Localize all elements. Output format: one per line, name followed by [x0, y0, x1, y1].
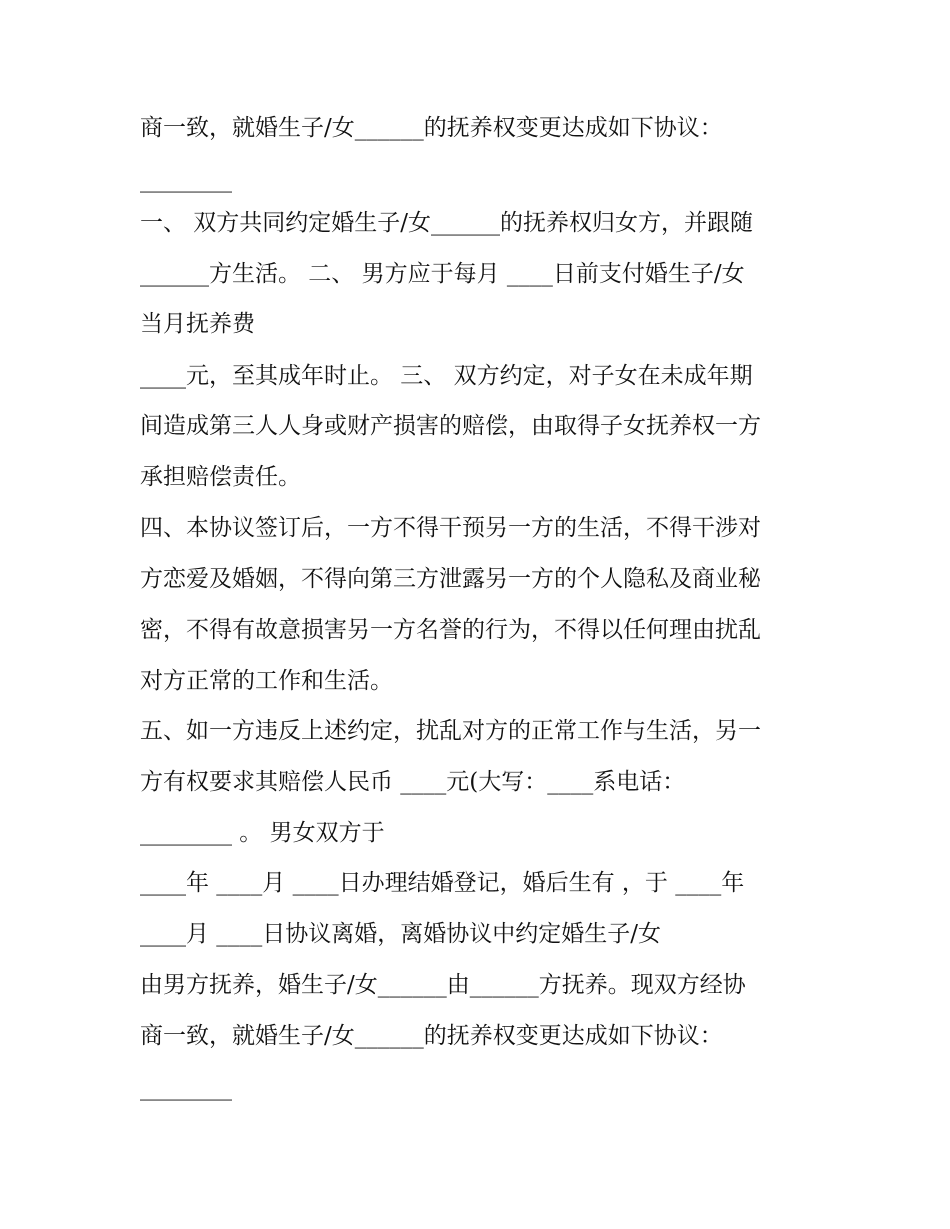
text-line-13: 五、如一方违反上述约定，扰乱对方的正常工作与生活，另一	[140, 718, 761, 744]
text-line-18: 由男方抚养，婚生子/女______由______方抚养。现双方经协	[140, 972, 746, 998]
text-line-1: 商一致，就婚生子/女______的抚养权变更达成如下协议：	[140, 115, 723, 141]
text-line-16: ____年 ____月 ____日办理结婚登记，婚后生有 ，于 ____年	[140, 870, 745, 896]
text-line-17: ____月 ____日协议离婚，离婚协议中约定婚生子/女	[140, 921, 662, 947]
text-line-5: 当月抚养费	[140, 311, 255, 337]
text-line-3: 一、 双方共同约定婚生子/女______的抚养权归女方，并跟随	[140, 210, 754, 236]
text-line-14: 方有权要求其赔偿人民币 ____元(大写：____系电话：	[140, 769, 686, 795]
text-line-11: 密，不得有故意损害另一方名誉的行为，不得以任何理由扰乱	[140, 617, 761, 643]
text-line-2: ________	[140, 167, 232, 193]
text-line-20: ________	[140, 1075, 232, 1101]
text-line-12: 对方正常的工作和生活。	[140, 668, 393, 694]
text-line-6: ____元，至其成年时止。 三、 双方约定，对子女在未成年期	[140, 363, 753, 389]
text-line-9: 四、本协议签订后，一方不得干预另一方的生活，不得干涉对	[140, 515, 761, 541]
text-line-8: 承担赔偿责任。	[140, 464, 301, 490]
text-line-10: 方恋爱及婚姻，不得向第三方泄露另一方的个人隐私及商业秘	[140, 566, 761, 592]
text-line-15: ________ 。 男女双方于	[140, 820, 385, 846]
text-line-19: 商一致，就婚生子/女______的抚养权变更达成如下协议：	[140, 1023, 723, 1049]
text-line-7: 间造成第三人人身或财产损害的赔偿，由取得子女抚养权一方	[140, 413, 761, 439]
text-line-4: ______方生活。 二、 男方应于每月 ____日前支付婚生子/女	[140, 261, 745, 287]
